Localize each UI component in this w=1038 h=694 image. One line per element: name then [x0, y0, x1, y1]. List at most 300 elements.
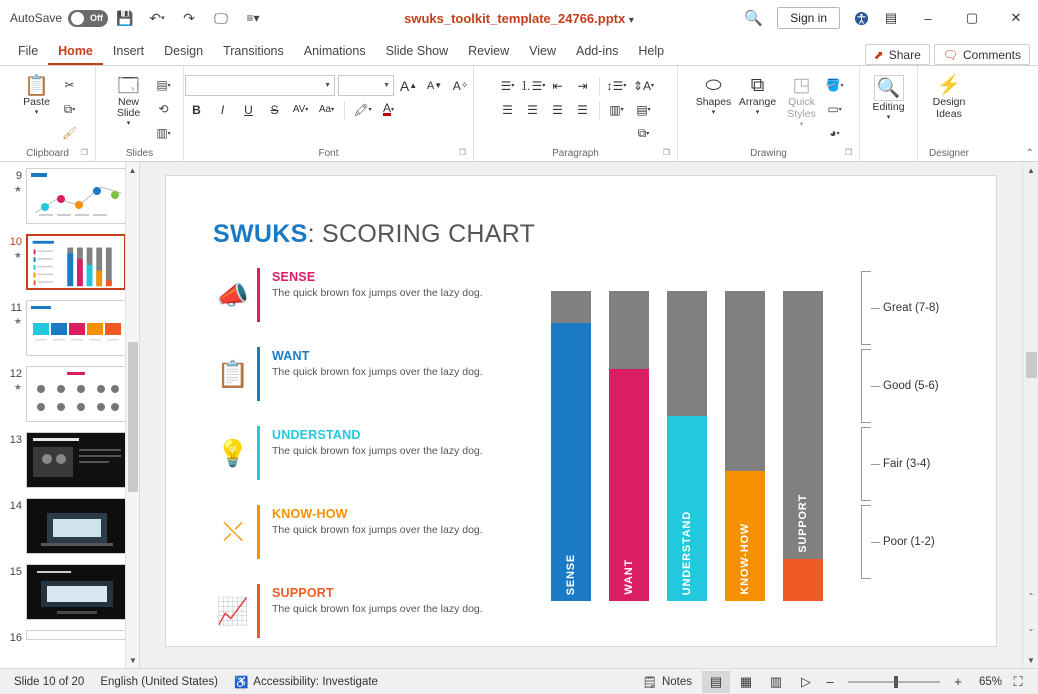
redo-icon[interactable]: ↷	[183, 9, 195, 26]
design-ideas-icon: ⚡	[937, 75, 961, 96]
shuffle-arrows-icon: ⤬	[222, 516, 244, 546]
slides-group-body	[105, 69, 175, 147]
zoom-out-button[interactable]: –	[826, 674, 834, 689]
legend-accent-bar	[257, 584, 260, 638]
copy-icon[interactable]: ⧉ ▾	[63, 101, 76, 116]
thumbnail-number	[4, 564, 26, 579]
ribbon-tabs	[0, 36, 1038, 66]
accessibility-status[interactable]	[226, 675, 386, 689]
slide-show-icon[interactable]: ▷	[801, 673, 811, 689]
autosave-toggle-knob	[71, 12, 84, 25]
slide-title-rest: : SCORING CHART	[307, 220, 536, 248]
thumbnail-scroll-down[interactable]: ▼	[129, 655, 137, 665]
numbering-icon[interactable]: ⒈☰ ▾	[519, 79, 546, 93]
text-direction-icon[interactable]: ⇕A ▾	[632, 78, 655, 93]
clipboard-group-label	[5, 147, 90, 161]
shapes-button[interactable]	[692, 71, 736, 116]
cut-icon[interactable]: ✂	[64, 78, 75, 92]
chart-bar-knowhow[interactable]	[725, 291, 765, 601]
slide-thumbnail-list	[0, 162, 139, 645]
scale-tick	[871, 542, 880, 543]
ribbon-group-editing	[860, 66, 918, 161]
legend-description: The quick brown fox jumps over the lazy dog.	[272, 287, 483, 299]
scale-label-good: Good (5-6)	[883, 380, 939, 392]
drawing-group-body	[692, 69, 846, 147]
layout-icon[interactable]: ▤ ▾	[156, 78, 171, 92]
slide-thumbnail-panel[interactable]	[0, 162, 140, 668]
chart-scale	[861, 271, 971, 601]
bar-value	[551, 323, 591, 601]
slide-thumbnail[interactable]	[26, 564, 126, 620]
save-icon[interactable]: 💾	[116, 9, 134, 26]
share-button[interactable]	[865, 44, 930, 65]
increase-font-size-button[interactable]: A ▲	[399, 77, 418, 94]
underline-button[interactable]: U	[244, 102, 253, 117]
thumbnail-preview	[27, 301, 126, 356]
close-button[interactable]: ✕	[1010, 10, 1022, 25]
tab-animations[interactable]: Animations	[303, 44, 366, 58]
drawing-group-label	[683, 147, 854, 161]
slide-vertical-scrollbar[interactable]	[1022, 162, 1038, 668]
accessibility-icon: ♿	[233, 676, 249, 689]
legend-text	[272, 268, 541, 322]
quick-styles-button[interactable]	[780, 71, 824, 128]
bar-label-wrap	[783, 494, 823, 553]
bar-value	[667, 416, 707, 601]
megaphone-icon: 📣	[216, 279, 250, 310]
list-item[interactable]	[0, 498, 139, 554]
bar-track	[783, 291, 823, 559]
decrease-font-size-button[interactable]: A ▼	[426, 79, 443, 92]
font-name-caret[interactable]: ▼	[324, 82, 331, 89]
ribbon-tabs-right	[865, 44, 1038, 65]
designer-group-label: Designer	[928, 148, 970, 159]
comments-icon: 🗨	[942, 47, 958, 62]
search-icon[interactable]: 🔍	[743, 10, 763, 27]
slide-sorter-icon[interactable]: ▦	[739, 673, 753, 689]
design-ideas-label-2: Ideas	[936, 108, 962, 120]
list-item[interactable]	[0, 366, 139, 422]
clipboard-dialog-launcher[interactable]: ❐	[80, 148, 88, 157]
document-title: swuks_toolkit_template_24766.pptx	[404, 10, 626, 26]
thumbnail-number	[4, 630, 26, 645]
font-row-2	[185, 99, 472, 120]
editing-caret[interactable]: ▾	[886, 114, 891, 121]
find-icon: 🔍	[874, 75, 904, 101]
legend-description: The quick brown fox jumps over the lazy dog.	[272, 366, 483, 378]
ribbon-group-designer	[918, 66, 980, 161]
slide-counter[interactable]: Slide 10 of 20	[14, 675, 85, 688]
zoom-in-button[interactable]: +	[954, 674, 962, 689]
thumbnail-number	[4, 432, 26, 447]
shapes-caret[interactable]: ▾	[711, 109, 716, 116]
new-slide-caret[interactable]: ▾	[126, 120, 131, 127]
chart-bar-support[interactable]	[783, 291, 823, 601]
shapes-icon: ⬭	[705, 75, 722, 96]
scale-tick	[871, 464, 880, 465]
list-item[interactable]	[0, 630, 139, 645]
bar-label: SENSE	[565, 553, 577, 595]
ribbon-group-slides	[96, 66, 184, 161]
bar-label-wrap	[609, 559, 649, 595]
tab-file[interactable]: File	[18, 44, 39, 58]
new-slide-icon: 🗔	[117, 75, 140, 97]
slide-thumbnail[interactable]	[26, 432, 126, 488]
paragraph-controls-right	[632, 71, 655, 144]
legend-title: KNOW-HOW	[272, 507, 348, 521]
arrange-button[interactable]	[736, 71, 780, 116]
font-separator	[344, 101, 345, 119]
chart-bar-sense[interactable]	[551, 291, 591, 601]
legend-title: SUPPORT	[272, 586, 334, 600]
font-controls	[185, 71, 472, 120]
arrange-label: Arrange	[738, 96, 777, 108]
legend-title: WANT	[272, 349, 310, 363]
legend-title: SENSE	[272, 270, 316, 284]
slide-canvas[interactable]	[166, 176, 996, 646]
list-item[interactable]	[211, 584, 541, 638]
lightbulb-icon: 💡	[216, 437, 250, 468]
scale-label-fair: Fair (3-4)	[883, 458, 931, 470]
editing-group-label	[865, 147, 912, 161]
align-center-icon[interactable]: ☰	[527, 102, 538, 117]
legend-text	[272, 347, 541, 401]
document-title-caret[interactable]: ▾	[628, 14, 634, 26]
thumbnail-number	[4, 498, 26, 513]
tab-slide-show[interactable]: Slide Show	[385, 44, 449, 58]
accessibility-label: Accessibility: Investigate	[253, 675, 378, 688]
quick-styles-icon: ◳	[792, 75, 811, 96]
collapse-ribbon-icon[interactable]: ⌃	[1025, 148, 1034, 159]
thumbnail-preview	[27, 499, 126, 554]
design-ideas-label-1: Design	[932, 96, 966, 108]
list-item[interactable]	[0, 168, 139, 224]
customize-quick-access-icon[interactable]: ≡▾	[246, 11, 260, 25]
reset-icon[interactable]: ⟲	[158, 102, 169, 116]
font-label-text: Font	[318, 148, 339, 159]
legend-description: The quick brown fox jumps over the lazy dog.	[272, 445, 483, 457]
justify-icon[interactable]: ☰	[577, 102, 588, 117]
bar-track	[551, 291, 591, 323]
paragraph-row-1	[496, 75, 628, 96]
clipboard-group-body	[15, 69, 81, 147]
align-text-icon[interactable]: ▤ ▾	[636, 102, 651, 117]
font-group-label	[189, 147, 468, 161]
design-idea-star-icon: ★	[13, 250, 22, 260]
tab-insert[interactable]: Insert	[112, 44, 145, 58]
ribbon-display-options-icon[interactable]: ▤	[884, 10, 898, 25]
tab-help[interactable]: Help	[638, 44, 665, 58]
font-size-input[interactable]	[338, 75, 394, 96]
legend-title: UNDERSTAND	[272, 428, 361, 442]
font-size-caret[interactable]: ▼	[383, 82, 390, 89]
thumbnail-number-text: 13	[9, 434, 22, 446]
title-bar-right	[735, 0, 1038, 36]
format-painter-icon[interactable]: 🖌	[61, 126, 78, 140]
paste-label: Paste	[23, 96, 50, 108]
scale-label-great: Great (7-8)	[883, 302, 940, 314]
autosave-control[interactable]	[10, 10, 108, 27]
bar-value	[609, 369, 649, 601]
thumbnail-number-text: 12	[9, 368, 22, 380]
notes-icon: 🗒	[642, 676, 657, 689]
ribbon-group-paragraph	[474, 66, 678, 161]
chart-bar-understand[interactable]	[667, 291, 707, 601]
legend-description: The quick brown fox jumps over the lazy dog.	[272, 603, 483, 615]
bar-label-wrap	[725, 523, 765, 595]
slide-thumbnail[interactable]	[26, 300, 126, 356]
normal-view-icon[interactable]: ▤	[702, 671, 730, 693]
bar-label: SUPPORT	[797, 494, 809, 553]
bar-label: KNOW-HOW	[739, 523, 751, 595]
ribbon-group-drawing	[678, 66, 860, 161]
shape-fill-icon[interactable]: 🪣 ▾	[825, 78, 844, 92]
drawing-label-text: Drawing	[750, 148, 787, 159]
thumbnail-scroll-up[interactable]: ▲	[128, 165, 137, 175]
tab-review[interactable]: Review	[468, 44, 510, 58]
legend-text	[272, 426, 541, 480]
arrange-caret[interactable]: ▾	[755, 109, 760, 116]
scale-label-poor: Poor (1-2)	[883, 536, 935, 548]
legend-text	[272, 505, 541, 559]
bar-label-wrap	[551, 554, 591, 595]
columns-icon[interactable]: ▥ ▾	[609, 102, 624, 117]
slide-thumbnail[interactable]	[26, 168, 126, 224]
increase-indent-icon[interactable]: ⇥	[577, 78, 588, 93]
design-ideas-button[interactable]	[927, 71, 971, 120]
start-presentation-icon[interactable]: 🖵	[214, 9, 228, 26]
slide-thumbnail[interactable]	[26, 498, 126, 554]
slide-title[interactable]	[213, 220, 535, 249]
thumbnail-preview	[27, 565, 126, 620]
designer-group-body	[927, 69, 971, 147]
paragraph-row-4	[632, 99, 655, 120]
text-highlight-icon[interactable]: 🖍 ▾	[353, 102, 372, 117]
notes-button[interactable]	[634, 675, 700, 689]
main-area	[0, 162, 1038, 668]
editing-group-body	[867, 69, 911, 147]
legend-accent-bar	[257, 347, 260, 401]
font-row-1	[185, 75, 472, 96]
sign-in-button[interactable]	[777, 7, 840, 29]
scoring-chart[interactable]	[551, 271, 971, 601]
scale-tick	[871, 308, 880, 309]
tab-view[interactable]: View	[529, 44, 557, 58]
slide-thumbnail[interactable]	[26, 366, 126, 422]
thumbnail-scroll-thumb[interactable]	[128, 342, 138, 492]
legend-accent-bar	[257, 268, 260, 322]
drawing-mini-buttons	[824, 71, 846, 144]
slides-group-label: Slides	[125, 148, 154, 159]
bar-label: UNDERSTAND	[681, 510, 693, 595]
tab-home[interactable]: Home	[48, 37, 103, 65]
legend-accent-bar	[257, 426, 260, 480]
line-spacing-icon[interactable]: ↕☰ ▾	[606, 78, 627, 93]
font-color-swatch: A	[382, 101, 391, 115]
list-item[interactable]	[0, 300, 139, 356]
list-item[interactable]	[211, 505, 541, 559]
thumbnail-number	[4, 366, 26, 394]
design-idea-star-icon: ★	[13, 316, 22, 326]
bar-label-wrap	[667, 511, 707, 595]
paragraph-row-5	[632, 123, 655, 144]
list-item[interactable]	[211, 426, 541, 480]
thumbnail-number-text: 11	[10, 302, 22, 314]
new-slide-label-2: Slide	[116, 107, 141, 119]
font-group-body	[185, 69, 472, 147]
paragraph-label-text: Paragraph	[552, 148, 599, 159]
next-slide-button[interactable]: ⌄	[1023, 620, 1038, 636]
paragraph-controls	[496, 71, 628, 120]
zoom-level[interactable]: 65%	[978, 675, 1002, 688]
paste-caret[interactable]: ▾	[34, 109, 39, 116]
reading-view-icon[interactable]: ▥	[769, 673, 783, 689]
ribbon-group-font	[184, 66, 474, 161]
language-indicator[interactable]: English (United States)	[100, 675, 218, 688]
align-right-icon[interactable]: ☰	[552, 102, 563, 117]
bullets-icon[interactable]: ☰ ▾	[500, 78, 515, 93]
decrease-indent-icon[interactable]: ⇤	[552, 78, 563, 93]
list-item[interactable]	[0, 432, 139, 488]
scroll-up-arrow[interactable]: ▲	[1023, 162, 1038, 178]
thumbnail-preview	[27, 433, 126, 488]
autosave-label: AutoSave	[10, 11, 63, 25]
font-name-input[interactable]	[185, 75, 335, 96]
minimize-button[interactable]: –	[924, 10, 932, 26]
list-item[interactable]	[211, 268, 541, 322]
thumbnail-scrollbar[interactable]	[125, 162, 139, 668]
paragraph-row-3	[632, 75, 655, 96]
bar-value	[725, 471, 765, 601]
bar-track	[725, 291, 765, 471]
shape-outline-icon[interactable]: ▭ ▾	[827, 102, 842, 116]
tab-transitions[interactable]: Transitions	[223, 44, 284, 58]
tab-design[interactable]: Design	[164, 44, 204, 58]
scale-brace-great	[861, 271, 871, 345]
convert-to-smartart-icon[interactable]: ⧉ ▾	[637, 126, 650, 140]
thumbnail-preview	[28, 236, 126, 290]
clipboard-label-text: Clipboard	[26, 148, 69, 159]
thumbnail-preview	[27, 169, 126, 224]
character-spacing-button[interactable]: AV ▾	[292, 104, 309, 115]
accessibility-glyph	[854, 11, 869, 26]
slides-mini-buttons	[153, 71, 175, 144]
thumbnail-number-text: 16	[9, 632, 22, 644]
fit-to-window-icon[interactable]: ⛶	[1013, 673, 1023, 689]
scroll-down-arrow[interactable]: ▼	[1023, 652, 1038, 668]
comments-button[interactable]	[934, 44, 1030, 65]
shape-effects-icon[interactable]: ◕ ▾	[829, 126, 840, 140]
thumbnail-preview	[27, 367, 126, 422]
bar-value	[783, 559, 823, 601]
thumbnail-number	[4, 234, 26, 262]
undo-icon[interactable]: ↶ ▾	[149, 9, 165, 26]
thumbnail-number-text: 15	[9, 566, 22, 578]
paragraph-row-2	[496, 99, 628, 120]
change-case-button[interactable]: Aa ▾	[318, 104, 335, 115]
paragraph-dialog-launcher[interactable]: ❐	[662, 148, 670, 157]
status-bar	[0, 668, 1038, 694]
section-icon[interactable]: ▥ ▾	[156, 126, 171, 140]
scroll-bottom-group	[1023, 591, 1038, 668]
slide-thumbnail-selected[interactable]	[26, 234, 126, 290]
thumbnail-number	[4, 168, 26, 196]
scale-tick	[871, 386, 880, 387]
tab-add-ins[interactable]: Add-ins	[576, 44, 619, 58]
slide-editing-area	[140, 162, 1038, 668]
font-dialog-launcher[interactable]: ❐	[458, 148, 466, 157]
list-item[interactable]	[211, 347, 541, 401]
italic-button[interactable]: I	[220, 102, 225, 117]
quick-styles-label-1: Quick	[788, 96, 815, 108]
zoom-slider-knob[interactable]	[894, 676, 898, 688]
shapes-label: Shapes	[695, 96, 732, 108]
paragraph-group-body	[496, 69, 655, 147]
checklist-icon: 📋	[216, 358, 250, 389]
slide-title-brand: SWUKS	[213, 220, 308, 248]
status-bar-right	[634, 671, 1032, 693]
growth-chart-icon: 📈	[216, 595, 250, 626]
legend-list	[211, 268, 541, 646]
list-item[interactable]	[0, 234, 139, 290]
slide-thumbnail[interactable]	[26, 630, 126, 640]
legend-description: The quick brown fox jumps over the lazy dog.	[272, 524, 483, 536]
arrange-icon: ⧉	[750, 75, 765, 96]
editing-button[interactable]	[867, 71, 911, 121]
list-item[interactable]	[0, 564, 139, 620]
font-color-button[interactable]: A ▾	[382, 101, 395, 115]
legend-text	[272, 584, 541, 638]
scale-brace-fair	[861, 427, 871, 501]
scale-brace-poor	[861, 505, 871, 579]
ribbon-group-clipboard	[0, 66, 96, 161]
notes-label: Notes	[661, 675, 692, 688]
autosave-state-label: Off	[90, 13, 104, 23]
title-bar	[0, 0, 1038, 36]
new-slide-label-1: New	[117, 96, 139, 108]
scroll-thumb[interactable]	[1026, 352, 1037, 378]
comments-label: Comments	[962, 47, 1021, 62]
paragraph-separator-2	[599, 101, 600, 119]
bold-button[interactable]: B	[192, 102, 201, 117]
bar-track	[667, 291, 707, 416]
accessibility-icon[interactable]	[846, 0, 876, 36]
quick-styles-label-2: Styles	[787, 108, 816, 120]
chart-bar-want[interactable]	[609, 291, 649, 601]
align-left-icon[interactable]: ☰	[502, 102, 513, 117]
strikethrough-button[interactable]: S	[270, 102, 279, 117]
paste-button[interactable]	[15, 71, 59, 116]
clipboard-mini-buttons	[59, 71, 81, 144]
autosave-toggle[interactable]	[68, 10, 108, 27]
paragraph-group-label	[479, 147, 672, 161]
new-slide-button[interactable]	[105, 71, 153, 127]
bar-label: WANT	[623, 559, 635, 595]
editing-label: Editing	[872, 101, 905, 113]
bar-track	[609, 291, 649, 369]
drawing-dialog-launcher[interactable]: ❐	[844, 148, 852, 157]
maximize-button[interactable]: ▢	[965, 10, 979, 25]
previous-slide-button[interactable]: ⌃	[1023, 588, 1038, 604]
thumbnail-number	[4, 300, 26, 328]
zoom-slider[interactable]	[848, 681, 940, 683]
thumbnail-number-text: 9	[15, 170, 22, 182]
clear-formatting-icon[interactable]: A ✧	[452, 78, 469, 93]
legend-accent-bar	[257, 505, 260, 559]
design-idea-star-icon: ★	[13, 382, 22, 392]
paragraph-separator-1	[599, 77, 600, 95]
quick-styles-caret[interactable]: ▾	[799, 121, 804, 128]
